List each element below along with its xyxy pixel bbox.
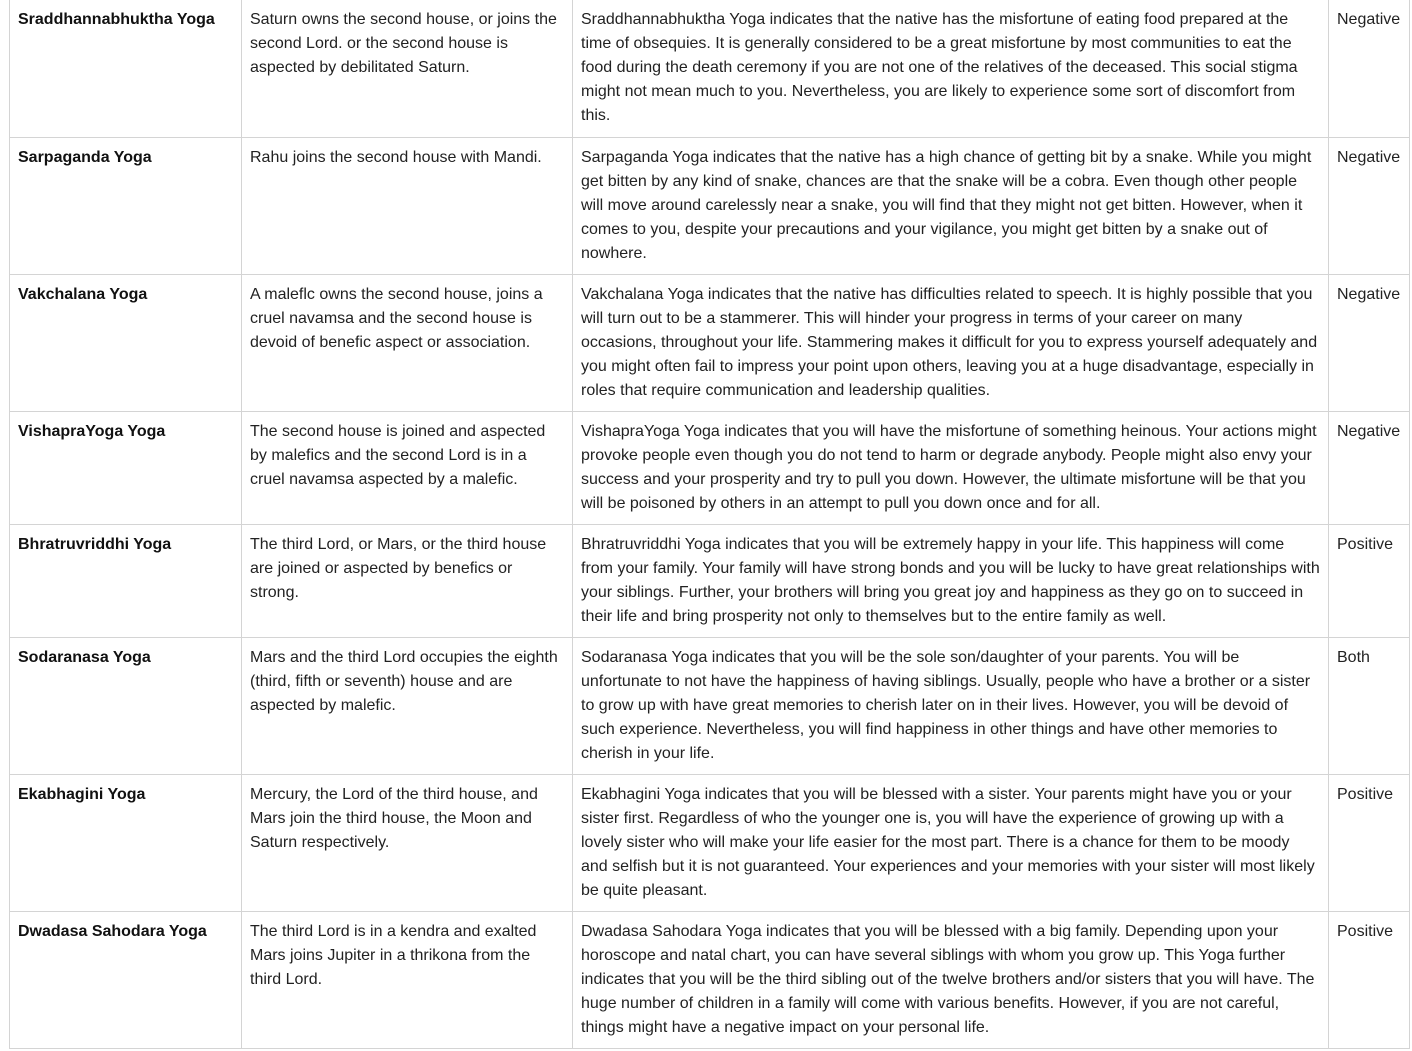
table-row <box>10 911 1410 1048</box>
yoga-description-cell: VishapraYoga Yoga indicates that you will have the misfortune of something heinous. Your actions might provoke people even though you do not tend to harm or degrade anybody. People might also envy your success and your prosperity and try to pull you down. However, the ultimate misfortune will be that you will be poisoned by others in an attempt to pull you down once and for all. <box>573 411 1329 524</box>
yoga-description-cell: Sraddhannabhuktha Yoga indicates that the native has the misfortune of eating food prepared at the time of obsequies. It is generally considered to be a great misfortune by most communities to eat the food during the death ceremony if you are not one of the relatives of the deceased. This social stigma might not mean much to you. Nevertheless, you are likely to experience some sort of discomfort from this. <box>573 0 1329 137</box>
yoga-rule-cell: The third Lord is in a kendra and exalted Mars joins Jupiter in a thrikona from the third Lord. <box>242 911 573 1048</box>
table-row <box>10 637 1410 774</box>
yoga-description-cell: Dwadasa Sahodara Yoga indicates that you will be blessed with a big family. Depending upon your horoscope and natal chart, you can have several siblings with whom you grow up. This Yoga further indicates that you will be the third sibling out of the twelve brothers and/or sisters that you will have. The huge number of children in a family will come with various benefits. However, if you are not careful, things might have a negative impact on your personal life. <box>573 911 1329 1048</box>
yoga-nature-cell: Negative <box>1329 137 1410 274</box>
table-row <box>10 0 1410 137</box>
yoga-table <box>9 0 1410 1049</box>
yoga-name-cell: Vakchalana Yoga <box>10 274 242 411</box>
yoga-name-cell: Ekabhagini Yoga <box>10 774 242 911</box>
table-row <box>10 524 1410 637</box>
yoga-rule-cell: The third Lord, or Mars, or the third house are joined or aspected by benefics or strong. <box>242 524 573 637</box>
yoga-nature-cell: Negative <box>1329 0 1410 137</box>
yoga-rule-cell: Saturn owns the second house, or joins the second Lord. or the second house is aspected by debilitated Saturn. <box>242 0 573 137</box>
yoga-name-cell: Bhratruvriddhi Yoga <box>10 524 242 637</box>
yoga-name-cell: Dwadasa Sahodara Yoga <box>10 911 242 1048</box>
table-row <box>10 137 1410 274</box>
table-row <box>10 274 1410 411</box>
yoga-name-cell: VishapraYoga Yoga <box>10 411 242 524</box>
yoga-name-cell: Sraddhannabhuktha Yoga <box>10 0 242 137</box>
yoga-rule-cell: Rahu joins the second house with Mandi. <box>242 137 573 274</box>
yoga-nature-cell: Positive <box>1329 774 1410 911</box>
yoga-description-cell: Sodaranasa Yoga indicates that you will be the sole son/daughter of your parents. You will be unfortunate to not have the happiness of having siblings. Usually, people who have a brother or a sister to grow up with have great memories to cherish later on in their lives. However, you will be devoid of such experience. Nevertheless, you will find happiness in other things and have other memories to cherish in your life. <box>573 637 1329 774</box>
yoga-name-cell: Sodaranasa Yoga <box>10 637 242 774</box>
yoga-description-cell: Bhratruvriddhi Yoga indicates that you will be extremely happy in your life. This happiness will come from your family. Your family will have strong bonds and you will be lucky to have great relationships with your siblings. Further, your brothers will bring you great joy and happiness as they go on to succeed in their life and bring prosperity not only to themselves but to the entire family as well. <box>573 524 1329 637</box>
yoga-description-cell: Ekabhagini Yoga indicates that you will be blessed with a sister. Your parents might have you or your sister first. Regardless of who the younger one is, you will have the experience of growing up with a lovely sister who will make your life easier for the most part. There is a chance for them to be moody and selfish but it is not guaranteed. Your experiences and your memories with your sister will most likely be quite pleasant. <box>573 774 1329 911</box>
yoga-description-cell: Vakchalana Yoga indicates that the native has difficulties related to speech. It is highly possible that you will turn out to be a stammerer. This will hinder your progress in terms of your career on many occasions, throughout your life. Stammering makes it difficult for you to express yourself adequately and you might often fail to impress your point upon others, leaving you at a huge disadvantage, especially in roles that require communication and leadership qualities. <box>573 274 1329 411</box>
yoga-nature-cell: Both <box>1329 637 1410 774</box>
yoga-rule-cell: A maleflc owns the second house, joins a cruel navamsa and the second house is devoid of benefic aspect or association. <box>242 274 573 411</box>
yoga-nature-cell: Positive <box>1329 911 1410 1048</box>
yoga-rule-cell: Mars and the third Lord occupies the eighth (third, fifth or seventh) house and are aspected by malefic. <box>242 637 573 774</box>
yoga-rule-cell: Mercury, the Lord of the third house, and Mars join the third house, the Moon and Saturn respectively. <box>242 774 573 911</box>
yoga-nature-cell: Positive <box>1329 524 1410 637</box>
yoga-rule-cell: The second house is joined and aspected by malefics and the second Lord is in a cruel navamsa aspected by a malefic. <box>242 411 573 524</box>
table-row <box>10 774 1410 911</box>
yoga-nature-cell: Negative <box>1329 274 1410 411</box>
yoga-nature-cell: Negative <box>1329 411 1410 524</box>
yoga-name-cell: Sarpaganda Yoga <box>10 137 242 274</box>
yoga-description-cell: Sarpaganda Yoga indicates that the native has a high chance of getting bit by a snake. While you might get bitten by any kind of snake, chances are that the snake will be a cobra. Even though other people will move around carelessly near a snake, you will find that they might not get bitten. However, when it comes to you, despite your precautions and your vigilance, you might get bitten by a snake out of nowhere. <box>573 137 1329 274</box>
table-row <box>10 411 1410 524</box>
